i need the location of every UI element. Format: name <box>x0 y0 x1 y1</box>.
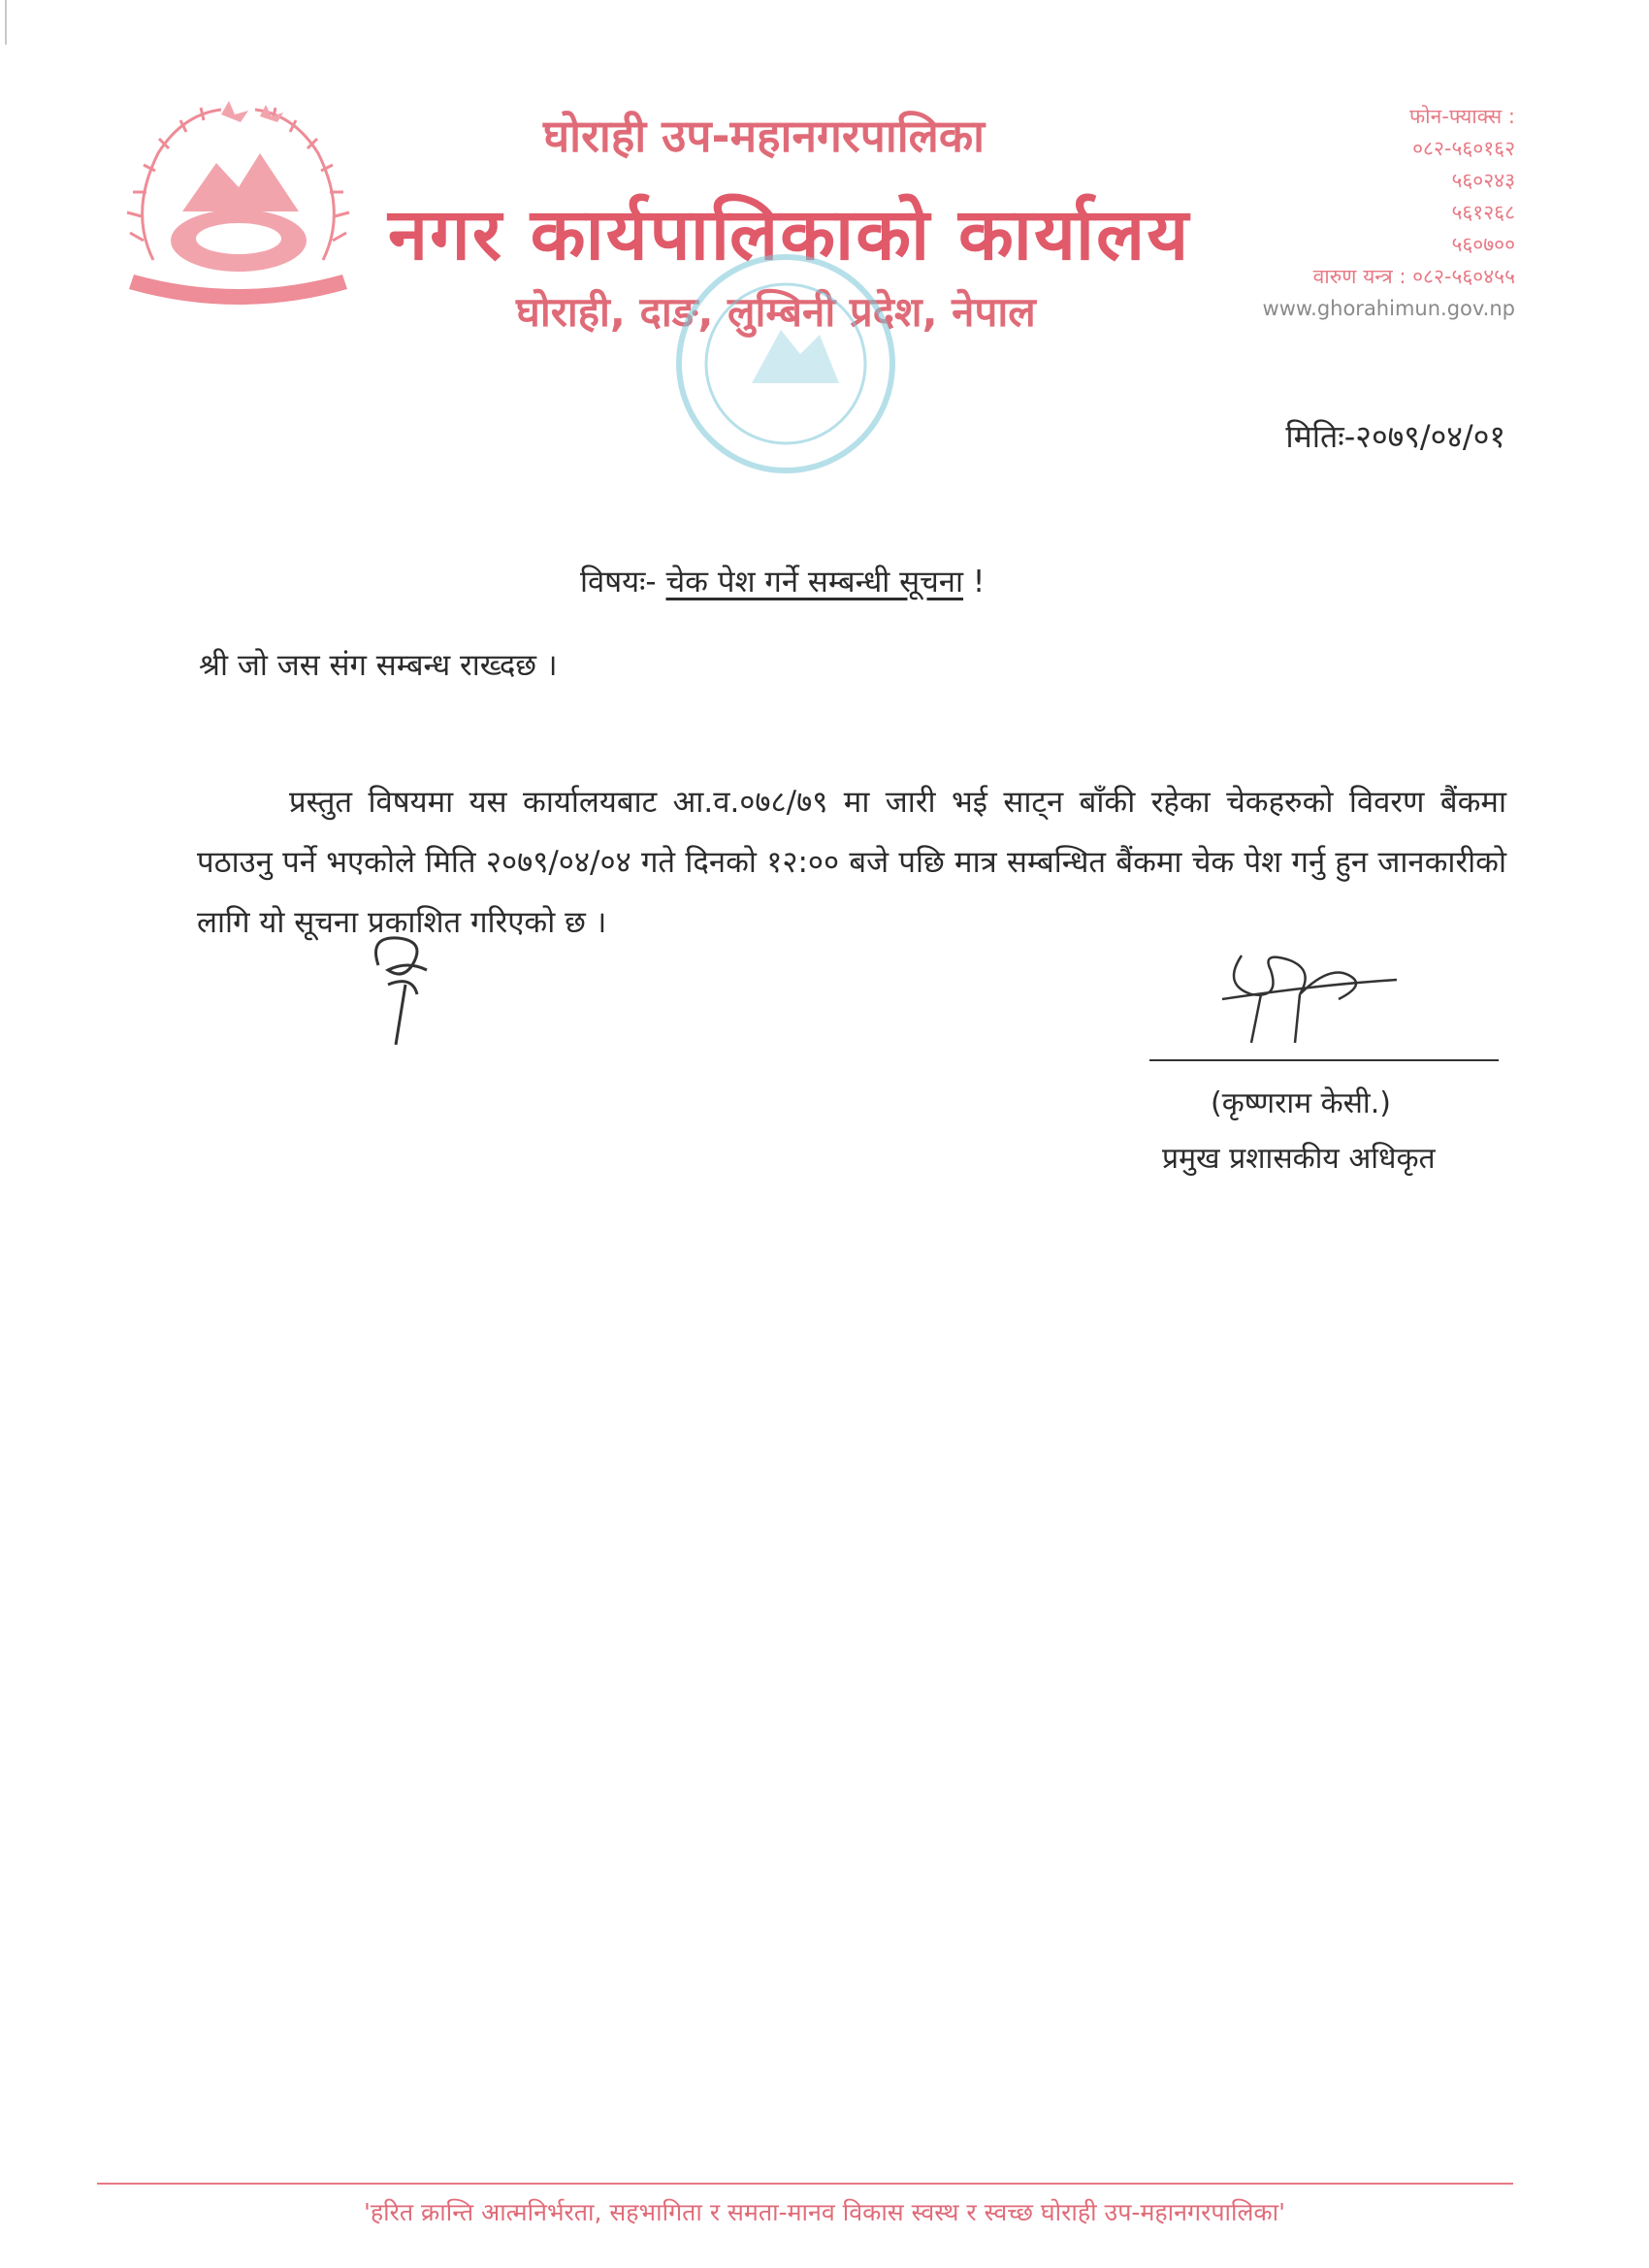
signature-line <box>1149 1059 1499 1061</box>
office-address: घोराही, दाङ, लुम्बिनी प्रदेश, नेपाल <box>516 288 1036 336</box>
phone-number: ०८२-५६०१६२ <box>1412 137 1515 160</box>
phone-number: ५६०२४३ <box>1451 169 1515 192</box>
phone-number: ५६१२६८ <box>1451 201 1515 224</box>
nepal-emblem-icon <box>114 95 362 310</box>
subject-end: ! <box>972 565 986 599</box>
office-name: नगर कार्यपालिकाको कार्यालय <box>388 193 1191 276</box>
phone-fax-label: फोन-फ्याक्स : <box>1408 105 1515 128</box>
office-stamp-icon <box>660 238 912 490</box>
scan-edge <box>5 0 7 45</box>
letter-body: प्रस्तुत विषयमा यस कार्यालयबाट आ.व.०७८/७९ मा जारी भई साट्न बाँकी रहेका चेकहरुको विवरण बैंकमा पठाउनु पर्ने भएकोले मिति २०७९/०४/०४ गते दिनको १२:०० बजे पछि मात्र सम्बन्धित बैंकमा चेक पेश गर्नु हुन जानकारीको लागि यो सूचना प्रकाशित गरिएको छ । <box>197 785 1506 940</box>
subject-label: विषयः- <box>580 565 657 599</box>
signatory-title: प्रमुख प्रशासकीय अधिकृत <box>1162 1142 1436 1176</box>
website: www.ghorahimun.gov.np <box>1262 297 1515 320</box>
fire-alarm-number: वारुण यन्त्र : ०८२-५६०४५५ <box>1312 265 1515 288</box>
phone-number: ५६०७०० <box>1451 233 1515 256</box>
salutation: श्री जो जस संग सम्बन्ध राख्दछ । <box>199 648 558 683</box>
signatory-name: (कृष्णराम केसी.) <box>1211 1086 1391 1120</box>
officer-signature-icon <box>1203 926 1397 1053</box>
subject-text: चेक पेश गर्ने सम्बन्धी सूचना <box>665 565 964 599</box>
subject-line <box>580 561 985 601</box>
municipality-name: घोराही उप-महानगरपालिका <box>543 110 986 162</box>
contact-block <box>1263 101 1515 325</box>
footer-divider <box>97 2183 1513 2185</box>
letter-date: मितिः-२०७९/०४/०१ <box>1285 418 1505 455</box>
footer-slogan: 'हरित क्रान्ति आत्मनिर्भरता, सहभागिता र समता-मानव विकास स्वस्थ र स्वच्छ घोराही उप-महानगरपालिका' <box>364 2198 1285 2226</box>
initial-signature-icon <box>359 926 446 1048</box>
